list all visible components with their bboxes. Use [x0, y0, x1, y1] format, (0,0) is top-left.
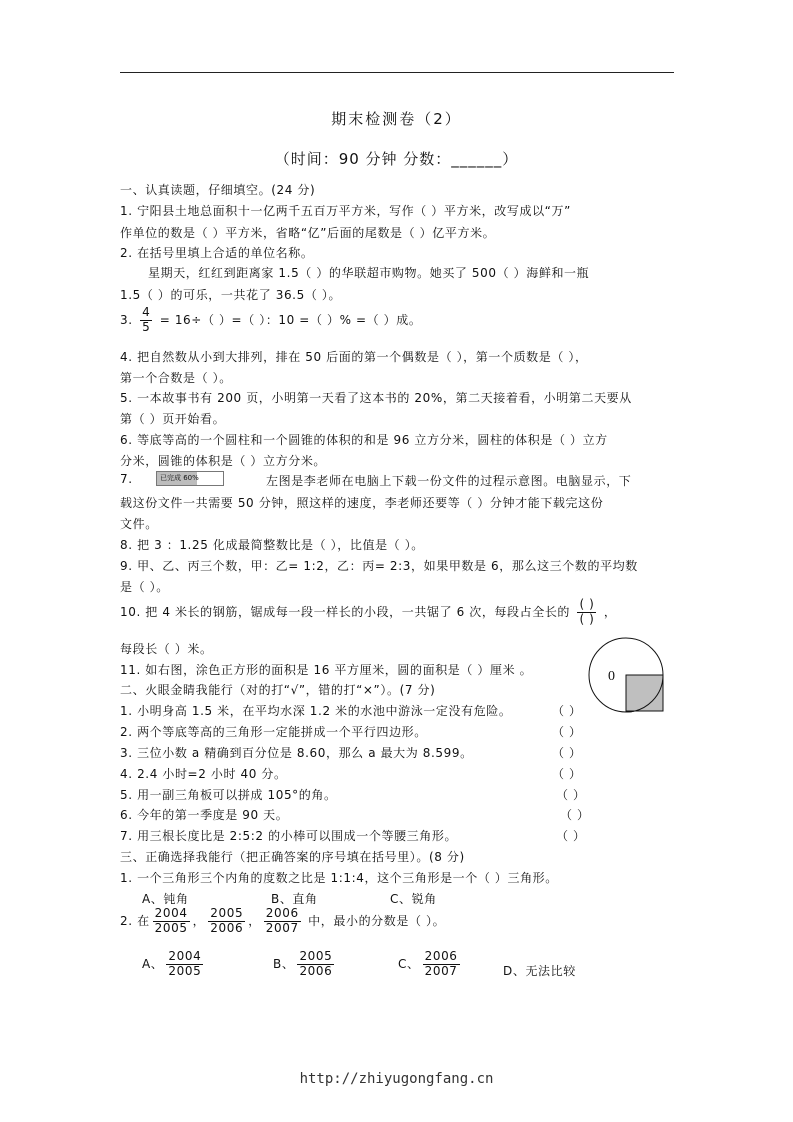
question-5-line-2: 第（ ）页开始看。	[120, 412, 226, 426]
fraction-numerator: 2004	[168, 949, 202, 963]
fraction-denominator: 2005	[154, 920, 188, 935]
tf-statement: 7. 用三根长度比是 2:5:2 的小棒可以围成一个等腰三角形。	[120, 829, 458, 843]
fraction-numerator: 2005	[210, 906, 244, 920]
fraction-denominator: 5	[142, 319, 151, 334]
mc2-text: 中，最小的分数是（ ）。	[308, 913, 446, 928]
page-title: 期末检测卷（2）	[331, 110, 462, 128]
tf-answer-5[interactable]: （ ）	[556, 788, 586, 802]
mc2-option-c[interactable]	[398, 950, 463, 979]
tf-answer-7[interactable]: （ ）	[556, 829, 586, 843]
tf-statement: 4. 2.4 小时=2 小时 40 分。	[120, 767, 287, 781]
tf-statement: 3. 三位小数 a 精确到百分位是 8.60，那么 a 最大为 8.599。	[120, 746, 473, 760]
fraction-numerator: ( )	[579, 597, 595, 611]
question-6-line-1: 6. 等底等高的一个圆柱和一个圆锥的体积的和是 96 立方分米，圆柱的体积是（ ）立方	[120, 433, 608, 447]
fraction-numerator: 2004	[154, 906, 188, 920]
tf-item-3	[120, 744, 473, 761]
question-11: 11. 如右图，涂色正方形的面积是 16 平方厘米，圆的面积是（ ）厘米 。	[120, 663, 533, 677]
tf-statement: 5. 用一副三角板可以拼成 105°的角。	[120, 788, 337, 802]
mc1-option-c[interactable]: C、锐角	[390, 892, 437, 906]
tf-answer-2[interactable]: （ ）	[552, 725, 582, 739]
fraction	[297, 950, 334, 979]
section-heading-3: 三、正确选择我能行（把正确答案的序号填在括号里）。(8 分)	[120, 850, 465, 864]
fraction-denominator: 2005	[168, 963, 202, 978]
option-label: B、	[273, 956, 295, 971]
question-2-line-1: 2. 在括号里填上合适的单位名称。	[120, 246, 314, 260]
question-10-comma: ，	[603, 604, 617, 619]
option-label: C、	[398, 956, 420, 971]
question-9-line-1: 9. 甲、乙、丙三个数，甲：乙= 1:2，乙：丙= 2:3，如果甲数是 6，那么这三个数的平均数	[120, 559, 638, 573]
mc2-option-b[interactable]	[273, 950, 337, 979]
progress-label: 已完成 60%	[160, 474, 199, 482]
question-3-text: = 16÷（ ）=（ ）：10 =（ ）% =（ ）成。	[159, 312, 422, 327]
option-label: A、	[142, 956, 164, 971]
fraction	[423, 950, 460, 979]
section-heading-1: 一、认真读题，仔细填空。(24 分)	[120, 183, 316, 197]
tf-answer-6[interactable]: （ ）	[560, 808, 590, 822]
section-heading-2: 二、火眼金睛我能行（对的打“√”，错的打“×”）。(7 分)	[120, 683, 436, 697]
tf-item-6	[120, 806, 288, 823]
footer-url[interactable]: http://zhiyugongfang.cn	[299, 1071, 494, 1087]
question-7-line-2: 载这份文件一共需要 50 分钟，照这样的速度，李老师还要等（ ）分钟才能下载完这份	[120, 496, 604, 510]
mc2-option-a[interactable]	[142, 950, 206, 979]
header-rule	[120, 72, 674, 73]
question-5-line-1: 5. 一本故事书有 200 页，小明第一天看了这本书的 20%，第二天接着看，小明第二天要从	[120, 391, 632, 405]
fraction	[153, 907, 190, 936]
fraction-denominator: ( )	[579, 611, 595, 626]
question-10-line-1	[120, 598, 616, 627]
download-progress-bar	[156, 471, 224, 486]
question-7-line-3: 文件。	[120, 517, 158, 531]
question-3-number: 3.	[120, 312, 133, 327]
question-6-line-2: 分米，圆锥的体积是（ ）立方分米。	[120, 454, 327, 468]
tf-statement: 6. 今年的第一季度是 90 天。	[120, 808, 289, 822]
fraction	[208, 907, 245, 936]
question-2-line-3: 1.5（ ）的可乐，一共花了 36.5（ ）。	[120, 288, 342, 302]
fraction-denominator: 2007	[265, 920, 299, 935]
question-10-text: 10. 把 4 米长的钢筋，锯成每一段一样长的小段，一共锯了 6 次，每段占全长的	[120, 604, 571, 619]
mc1-option-b[interactable]: B、直角	[271, 892, 318, 906]
fraction-numerator: 2006	[265, 906, 299, 920]
fraction-numerator: 2005	[299, 949, 333, 963]
question-3-fraction	[140, 306, 152, 335]
separator: ，	[192, 913, 206, 928]
exam-info: （时间：90 分钟 分数：______）	[274, 150, 519, 168]
center-label: 0	[608, 669, 615, 684]
mc-question-2	[120, 907, 445, 936]
tf-answer-3[interactable]: （ ）	[552, 746, 582, 760]
shaded-square	[626, 675, 663, 711]
question-10-line-2: 每段长（ ）米。	[120, 642, 213, 656]
tf-answer-1[interactable]: （ ）	[552, 704, 582, 718]
fraction	[166, 950, 203, 979]
question-8: 8. 把 3 ：1.25 化成最简整数比是（ ），比值是（ ）。	[120, 538, 424, 552]
tf-statement: 1. 小明身高 1.5 米，在平均水深 1.2 米的水池中游泳一定没有危险。	[120, 704, 512, 718]
tf-item-2	[120, 723, 427, 740]
mc-question-1: 1. 一个三角形三个内角的度数之比是 1:1:4，这个三角形是一个（ ）三角形。	[120, 871, 558, 885]
fraction-numerator: 4	[142, 305, 151, 319]
question-4-line-1: 4. 把自然数从小到大排列，排在 50 后面的第一个偶数是（ ），第一个质数是（ ），	[120, 350, 588, 364]
tf-item-4	[120, 765, 287, 782]
mc1-option-a[interactable]: A、钝角	[142, 892, 189, 906]
fraction-denominator: 2006	[210, 920, 244, 935]
tf-item-5	[120, 786, 337, 803]
fraction	[264, 907, 301, 936]
tf-item-7	[120, 827, 457, 844]
tf-item-1	[120, 702, 512, 719]
tf-statement: 2. 两个等底等高的三角形一定能拼成一个平行四边形。	[120, 725, 427, 739]
question-2-line-2: 星期天，红红到距离家 1.5（ ）的华联超市购物。她买了 500（ ）海鲜和一瓶	[148, 266, 590, 280]
fraction-numerator: 2006	[424, 949, 458, 963]
question-3	[120, 306, 421, 335]
mc2-prefix: 2. 在	[120, 913, 150, 928]
question-1-line-2: 作单位的数是（ ）平方米，省略“亿”后面的尾数是（ ）亿平方米。	[120, 226, 496, 240]
question-7-line-1: 左图是李老师在电脑上下载一份文件的过程示意图。电脑显示，下	[266, 474, 632, 488]
question-7-number: 7.	[120, 472, 133, 486]
fraction-denominator: 2006	[299, 963, 333, 978]
question-4-line-2: 第一个合数是（ ）。	[120, 371, 232, 385]
tf-answer-4[interactable]: （ ）	[552, 767, 582, 781]
mc2-option-d[interactable]: D、无法比较	[503, 964, 576, 978]
question-1-line-1: 1. 宁阳县土地总面积十一亿两千五百万平方米，写作（ ）平方米，改写成以“万”	[120, 204, 571, 218]
fraction-denominator: 2007	[424, 963, 458, 978]
circle-square-figure	[588, 637, 664, 713]
question-10-fraction	[577, 598, 596, 627]
separator: ，	[248, 913, 261, 928]
question-9-line-2: 是（ ）。	[120, 580, 169, 594]
